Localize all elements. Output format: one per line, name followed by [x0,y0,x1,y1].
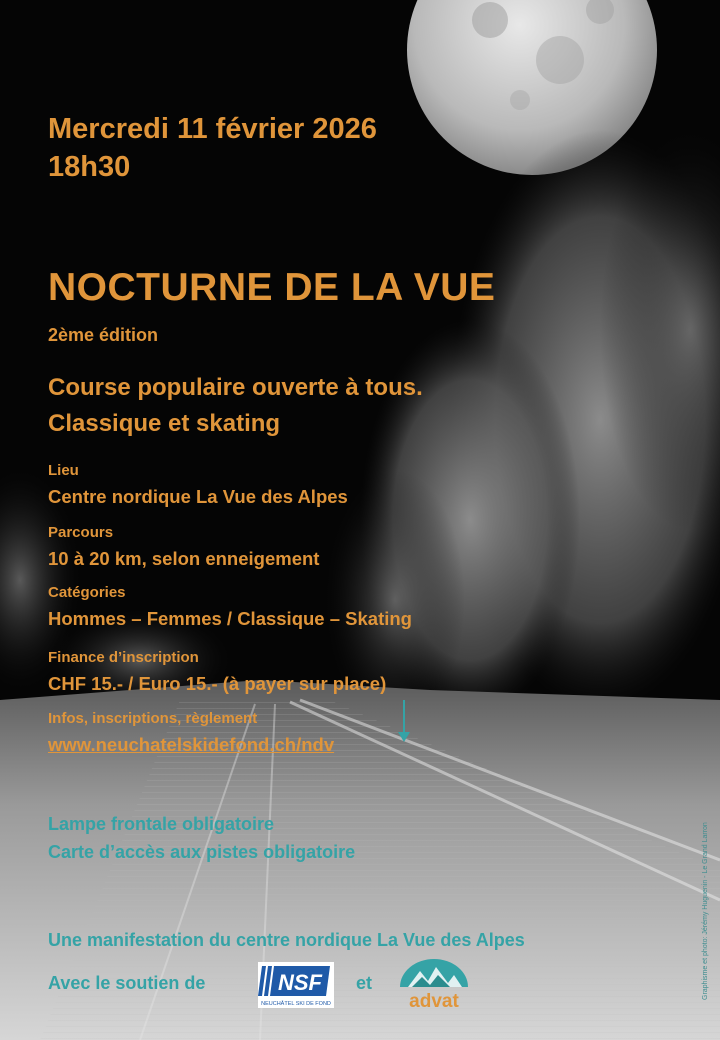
event-date: Mercredi 11 février 2026 [48,113,377,145]
event-edition: 2ème édition [48,325,159,345]
nsf-logo-text: NSF [278,970,322,995]
detail-label-categories: Catégories [48,584,126,601]
support-and: et [356,973,373,993]
nsf-logo-subtext: NEUCHÂTEL SKI DE FOND [261,1001,331,1007]
nsf-logo [258,962,334,1008]
photo-credit: Graphisme et photo: Jérémy Huguenin - Le Grand Larron [702,822,709,1000]
website-link[interactable]: www.neuchatelskidefond.ch/ndv [48,734,335,755]
detail-value-parcours: 10 à 20 km, selon enneigement [48,548,320,569]
detail-value-categories: Hommes – Femmes / Classique – Skating [48,608,412,629]
detail-label-parcours: Parcours [48,524,114,541]
event-title: NOCTURNE DE LA VUE [48,266,496,309]
event-subtitle-1: Course populaire ouverte à tous. [48,374,423,401]
support-text: Avec le soutien de [48,973,206,993]
advat-logo [394,957,474,1011]
detail-label-lieu: Lieu [48,462,79,479]
event-time: 18h30 [48,151,131,183]
advat-logo-text: advat [409,991,459,1011]
notice-headlamp: Lampe frontale obligatoire [48,814,275,834]
notice-access-card: Carte d’accès aux pistes obligatoire [48,842,356,862]
detail-label-infos: Infos, inscriptions, règlement [48,710,258,727]
event-subtitle-2: Classique et skating [48,410,281,437]
detail-value-lieu: Centre nordique La Vue des Alpes [48,486,348,507]
detail-label-finance: Finance d’inscription [48,649,199,666]
organizer-text: Une manifestation du centre nordique La Vue des Alpes [48,930,525,950]
detail-value-finance: CHF 15.- / Euro 15.- (à payer sur place) [48,673,387,694]
